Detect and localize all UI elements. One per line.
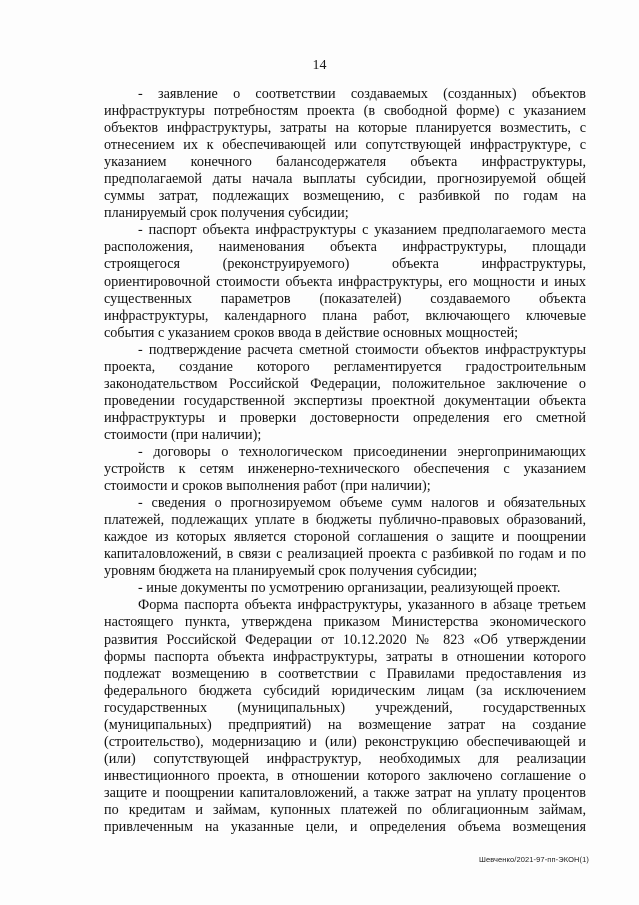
text-line: стоимости и сроков выполнения работ (при наличии); xyxy=(104,478,431,495)
text-line: защите и поощрении капиталовложений, а также затрат на уплату процентов xyxy=(104,784,586,801)
text-line: проведении государственной экспертизы проектной документации объекта xyxy=(104,392,586,409)
text-line: планируемый срок получения субсидии; xyxy=(104,205,349,222)
text-line: (или) сопутствующей инфраструктур, необходимых для реализации xyxy=(104,750,586,767)
text-line: расположения, наименования объекта инфраструктуры, площади xyxy=(104,239,586,256)
text-line: - подтверждение расчета сметной стоимости объектов инфраструктуры xyxy=(138,341,586,358)
text-line: инфраструктуры потребностям проекта (в свободной форме) с указанием xyxy=(104,103,586,120)
text-line: подлежат возмещению в соответствии с Правилами предоставления из xyxy=(104,665,586,682)
text-line: ориентировочной стоимости объекта инфраструктуры, его мощности и иных xyxy=(104,273,586,290)
text-line: настоящего пункта, утверждена приказом Министерства экономического xyxy=(104,614,586,631)
text-line: - заявление о соответствии создаваемых (созданных) объектов xyxy=(138,86,586,102)
text-line: - договоры о технологическом присоединении энергопринимающих xyxy=(138,443,586,460)
text-line: - иные документы по усмотрению организации, реализующей проект. xyxy=(138,580,561,597)
text-line: отнесением их к обеспечивающей или сопутствующей инфраструктуре, с xyxy=(104,137,586,154)
body-text xyxy=(104,86,586,836)
text-line: предполагаемой даты начала выплаты субсидии, прогнозируемой общей xyxy=(104,171,586,188)
text-line: платежей, подлежащих уплате в бюджеты публично-правовых образований, xyxy=(104,512,586,529)
text-line: события с указанием сроков ввода в действие основных мощностей; xyxy=(104,324,519,341)
text-line: - сведения о прогнозируемом объеме сумм налогов и обязательных xyxy=(138,495,586,512)
text-line: существенных параметров (показателей) создаваемого объекта xyxy=(104,290,586,307)
document-footer-code: Шевченко/2021-97-пп-ЭКОН(1) xyxy=(479,855,589,864)
text-line: инфраструктуры, календарного плана работ, включающего ключевые xyxy=(104,307,586,324)
text-line: стоимости (при наличии); xyxy=(104,426,262,443)
text-line: - паспорт объекта инфраструктуры с указанием предполагаемого места xyxy=(138,222,586,239)
text-line: (строительство), модернизацию и (или) реконструкцию обеспечивающей и xyxy=(104,733,586,750)
text-line: объектов инфраструктуры, затраты на которые планируется возместить, с xyxy=(104,120,586,137)
text-line: инфраструктуры и проверки достоверности определения его сметной xyxy=(104,409,586,426)
page-number: 14 xyxy=(312,58,327,73)
text-line: федерального бюджета субсидий юридическим лицам (за исключением xyxy=(104,682,586,699)
text-line: формы паспорта объекта инфраструктуры, затраты в отношении которого xyxy=(104,648,586,665)
text-line: строящегося (реконструируемого) объекта инфраструктуры, xyxy=(104,256,586,273)
text-line: инвестиционного проекта, в отношении которого заключено соглашение о xyxy=(104,767,586,784)
text-line: развития Российской Федерации от 10.12.2020 № 823 «Об утверждении xyxy=(104,631,586,648)
text-line: уровням бюджета на планируемый срок получения субсидии; xyxy=(104,563,478,580)
text-line: законодательством Российской Федерации, положительное заключение о xyxy=(104,375,586,392)
text-line: привлеченным на указанные цели, и определения объема возмещения xyxy=(104,819,586,836)
text-line: государственных (муниципальных) учреждений, государственных xyxy=(104,699,586,716)
text-line: капиталовложений, в связи с реализацией проекта с разбивкой по годам и по xyxy=(104,546,586,563)
text-line: Форма паспорта объекта инфраструктуры, указанного в абзаце третьем xyxy=(138,597,586,614)
text-line: устройств к сетям инженерно-технического обеспечения с указанием xyxy=(104,461,586,478)
text-line: (муниципальных) предприятий) на возмещение затрат на создание xyxy=(104,716,586,733)
text-line: суммы затрат, подлежащих возмещению, с разбивкой по годам на xyxy=(104,188,586,205)
text-line: каждое из которых является стороной соглашения о защите и поощрении xyxy=(104,529,586,546)
text-line: указанием конечного балансодержателя объекта инфраструктуры, xyxy=(104,154,586,171)
text-line: проекта, создание которого регламентируется градостроительным xyxy=(104,358,586,375)
text-line: по кредитам и займам, купонных платежей по облигационным займам, xyxy=(104,801,586,818)
